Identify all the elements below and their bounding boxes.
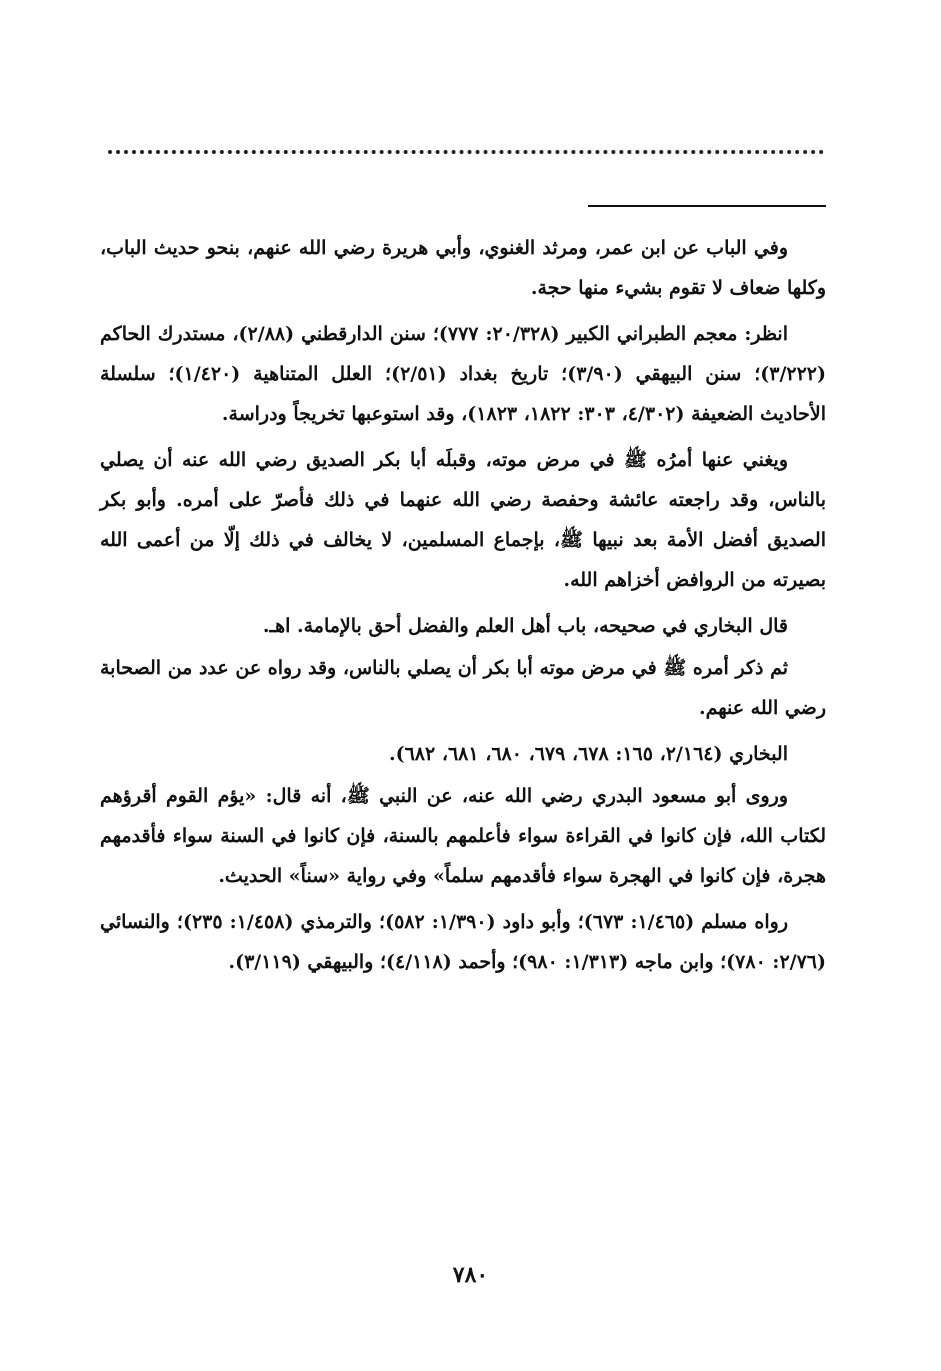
paragraph-collections-citation: رواه مسلم (١/٤٦٥: ٦٧٣)؛ وأبو داود (١/٣٩٠: ٥٨٢)؛ والترمذي (١/٤٥٨: ٢٣٥)؛ والنسائي (٢/٧٦: ٧٨٠)؛ وابن ماجه (١/٣١٣: ٩٨٠)؛ وأحمد (٤/١١٨)؛ والبيهقي (٣/١١٩). xyxy=(100,911,826,973)
dotted-separator xyxy=(108,150,824,162)
footnote-text xyxy=(100,228,826,988)
paragraph-references: انظر: معجم الطبراني الكبير (٢٠/٣٢٨: ٧٧٧)؛ سنن الدارقطني (٢/٨٨)، مستدرك الحاكم (٣/٢٢٢)؛ سنن البيهقي (٣/٩٠)؛ تاريخ بغداد (٢/٥١)؛ العلل المتناهية (١/٤٢٠)؛ سلسلة الأحاديث الضعيفة (٤/٣٠٢، ٣٠٣: ١٨٢٢، ١٨٢٣)، وقد استوعبها تخريجاً ودراسة. xyxy=(100,323,826,425)
paragraph-abu-masud-hadith: وروى أبو مسعود البدري رضي الله عنه، عن النبي ﷺ، أنه قال: «يؤم القوم أقرؤهم لكتاب الله، فإن كانوا في القراءة سواء فأعلمهم بالسنة، فإن كانوا في السنة سواء فأقدمهم هجرة، فإن كانوا في الهجرة سواء فأقدمهم سلماً» وفي رواية «سناً» الحديث. xyxy=(100,785,826,887)
paragraph-bukhari-citation: البخاري (٢/١٦٤، ١٦٥: ٦٧٨، ٦٧٩، ٦٨٠، ٦٨١، ٦٨٢). xyxy=(388,743,788,765)
paragraph-abu-bakr-leading-prayer: ويغني عنها أمرُه ﷺ في مرض موته، وقبلَه أبا بكر الصديق رضي الله عنه أن يصلي بالناس، وقد راجعته عائشة وحفصة رضي الله عنهما في ذلك فأصرّ على أمره. وأبو بكر الصديق أفضل الأمة بعد نبيها ﷺ، بإجماع المسلمين، لا يخالف في ذلك إلّا من أعمى الله بصيرته من الروافض أخزاهم الله. xyxy=(100,449,826,591)
paragraph-bukhari-narration: ثم ذكر أمره ﷺ في مرض موته أبا بكر أن يصلي بالناس، وقد رواه عن عدد من الصحابة رضي الله عنهم. xyxy=(100,657,826,719)
footnote-rule xyxy=(588,205,826,207)
paragraph-related-narrations: وفي الباب عن ابن عمر، ومرثد الغنوي، وأبي هريرة رضي الله عنهم، بنحو حديث الباب، وكلها ضعاف لا تقوم بشيء منها حجة. xyxy=(100,237,826,299)
page-number: ٧٨٠ xyxy=(452,1262,489,1288)
paragraph-bukhari-chapter: قال البخاري في صحيحه، باب أهل العلم والفضل أحق بالإمامة. اهـ. xyxy=(262,615,788,637)
